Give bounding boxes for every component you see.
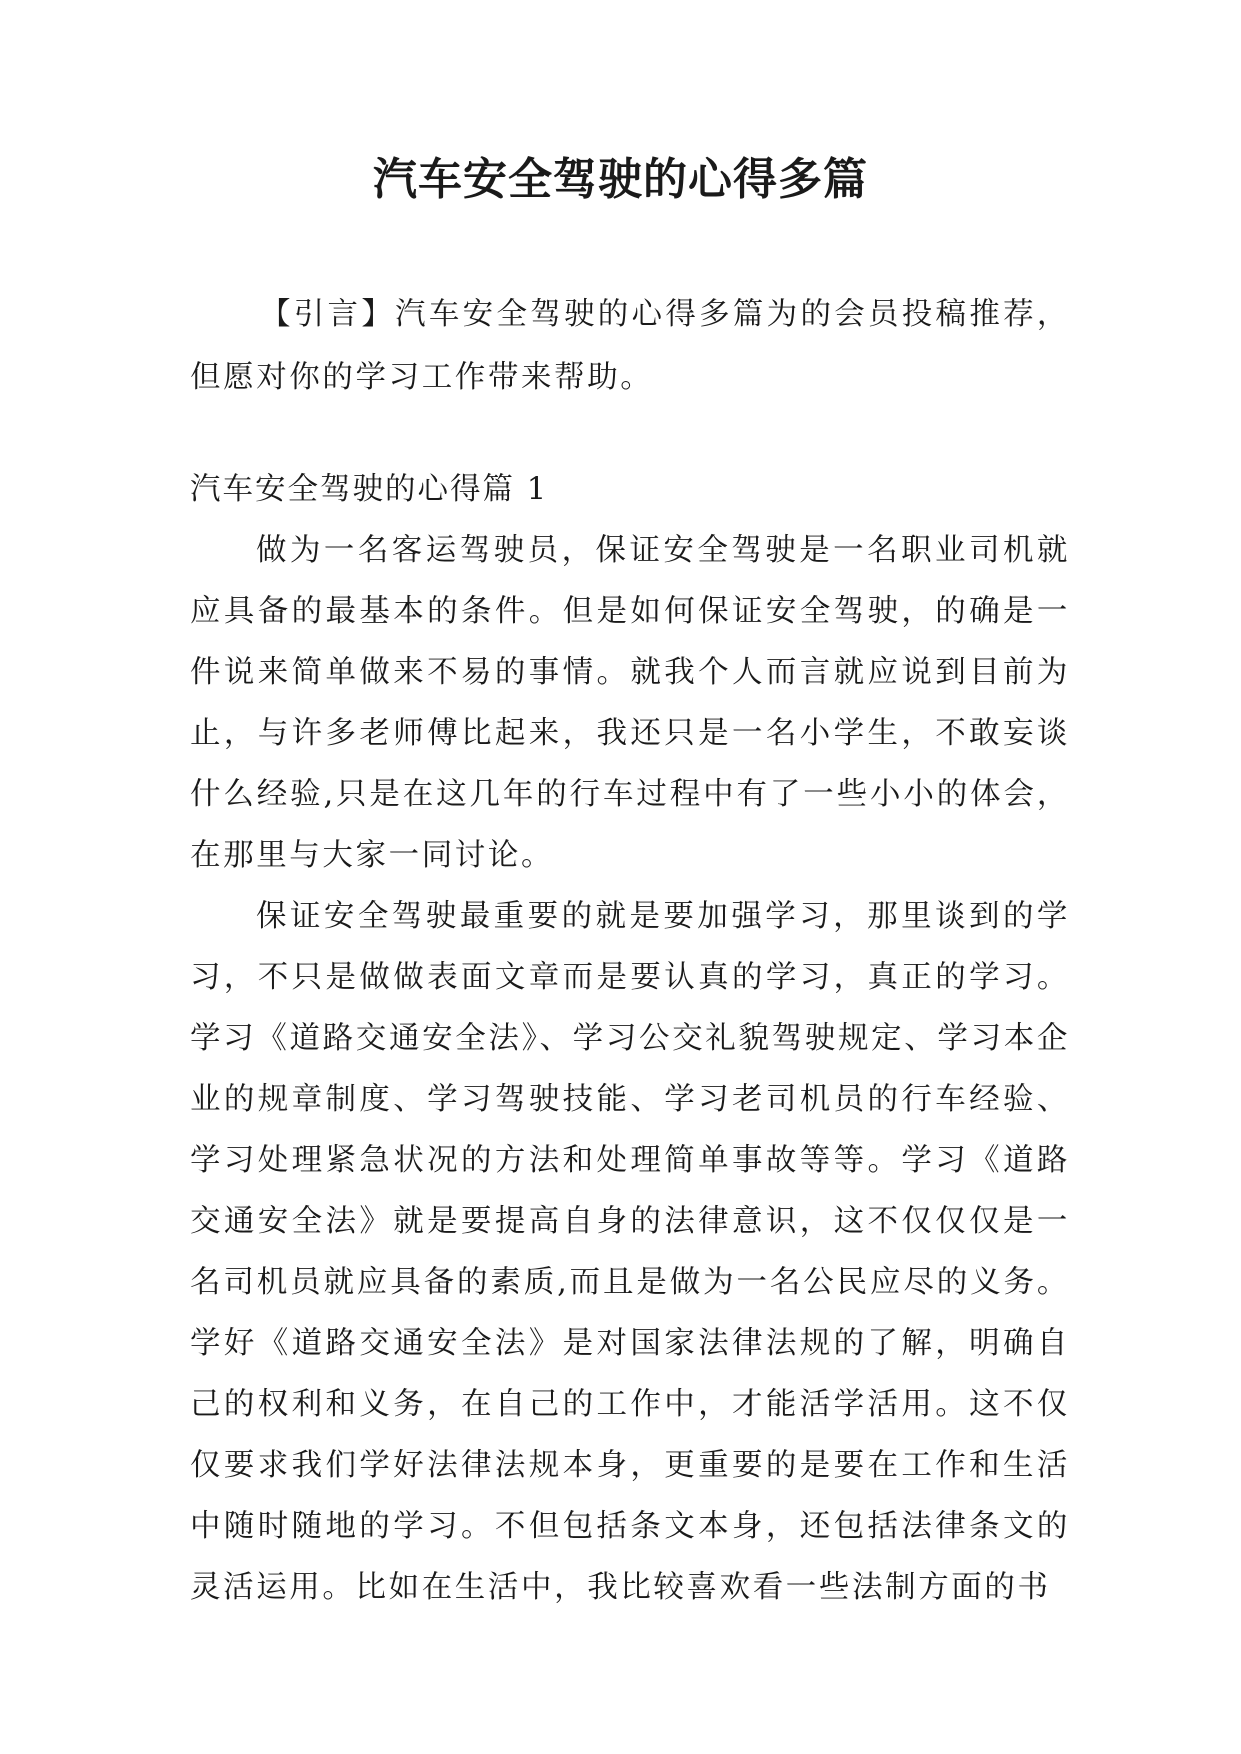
intro-paragraph: 【引言】汽车安全驾驶的心得多篇为的会员投稿推荐，但愿对你的学习工作带来帮助。	[190, 297, 1070, 395]
body-paragraph: 做为一名客运驾驶员，保证安全驾驶是一名职业司机就应具备的最基本的条件。但是如何保证安全驾驶，的确是一件说来简单做来不易的事情。就我个人而言就应说到目前为止，与许多老师傅比起来，我还只是一名小学生，不敢妄谈什么经验,只是在这几年的行车过程中有了一些小小的体会，在那里与大家一同讨论。	[190, 533, 1070, 873]
body-paragraph: 保证安全驾驶最重要的就是要加强学习，那里谈到的学习，不只是做做表面文章而是要认真的学习，真正的学习。学习《道路交通安全法》、学习公交礼貌驾驶规定、学习本企业的规章制度、学习驾驶技能、学习老司机员的行车经验、学习处理紧急状况的方法和处理简单事故等等。学习《道路交通安全法》就是要提高自身的法律意识，这不仅仅仅是一名司机员就应具备的素质,而且是做为一名公民应尽的义务。学好《道路交通安全法》是对国家法律法规的了解，明确自己的权利和义务，在自己的工作中，才能活学活用。这不仅仅要求我们学好法律法规本身，更重要的是要在工作和生活中随时随地的学习。不但包括条文本身，还包括法律条文的灵活运用。比如在生活中，我比较喜欢看一些法制方面的书	[190, 899, 1070, 1605]
section-heading: 汽车安全驾驶的心得篇 1	[190, 472, 549, 507]
document-title: 汽车安全驾驶的心得多篇	[373, 154, 868, 205]
section-content	[190, 520, 1070, 1618]
